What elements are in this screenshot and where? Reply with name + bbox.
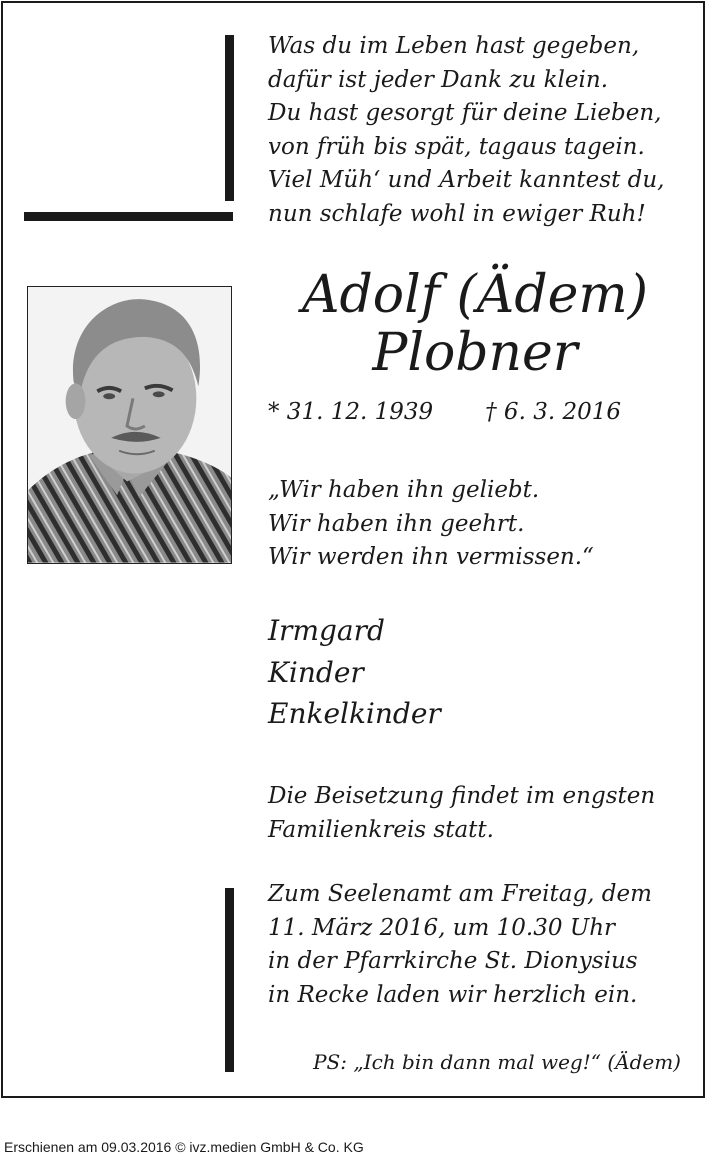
mass-line: in Recke laden wir herzlich ein. xyxy=(268,981,638,1008)
deceased-name xyxy=(250,266,700,382)
life-dates xyxy=(268,396,621,429)
family-quote xyxy=(268,474,594,575)
mourner-name: Irmgard xyxy=(268,614,385,647)
portrait-photo xyxy=(27,286,232,564)
burial-line: Familienkreis statt. xyxy=(268,816,494,843)
memorial-poem xyxy=(268,30,664,231)
mourner-name: Kinder xyxy=(268,655,364,689)
mass-line: in der Pfarrkirche St. Dionysius xyxy=(268,948,638,974)
decorative-bar-horizontal-top xyxy=(24,212,233,221)
mourners-list xyxy=(268,610,441,735)
death-date: † 6. 3. 2016 xyxy=(485,399,621,425)
deceased-last-name: Plobner xyxy=(372,323,578,383)
mourner-name: Enkelkinder xyxy=(268,697,441,730)
quote-line: Wir haben ihn geehrt. xyxy=(268,510,525,537)
publication-footer: Erschienen am 09.03.2016 © ivz.medien GmbH & Co. KG xyxy=(4,1139,364,1155)
poem-line: dafür ist jeder Dank zu klein. xyxy=(268,66,609,93)
deceased-first-name: Adolf (Ädem) xyxy=(301,265,649,325)
poem-line: Viel Müh‘ und Arbeit kanntest du, xyxy=(268,167,665,193)
postscript: PS: „Ich bin dann mal weg!“ (Ädem) xyxy=(313,1050,681,1074)
burial-line: Die Beisetzung findet im engsten xyxy=(268,783,656,809)
quote-line: Wir werden ihn vermissen.“ xyxy=(268,544,594,570)
mass-line: Zum Seelenamt am Freitag, dem xyxy=(268,881,652,907)
portrait-image xyxy=(28,287,231,563)
poem-line: von früh bis spät, tagaus tagein. xyxy=(268,133,645,160)
poem-line: Was du im Leben hast gegeben, xyxy=(268,33,640,59)
poem-line: Du hast gesorgt für deine Lieben, xyxy=(268,100,662,126)
burial-notice xyxy=(268,780,655,847)
decorative-bar-vertical-top xyxy=(225,35,234,201)
quote-line: „Wir haben ihn geliebt. xyxy=(268,477,540,503)
decorative-bar-vertical-bottom xyxy=(225,888,234,1072)
birth-date: * 31. 12. 1939 xyxy=(268,399,434,425)
mass-line: 11. März 2016, um 10.30 Uhr xyxy=(268,914,616,941)
mass-invitation xyxy=(268,878,652,1012)
poem-line: nun schlafe wohl in ewiger Ruh! xyxy=(268,200,646,227)
